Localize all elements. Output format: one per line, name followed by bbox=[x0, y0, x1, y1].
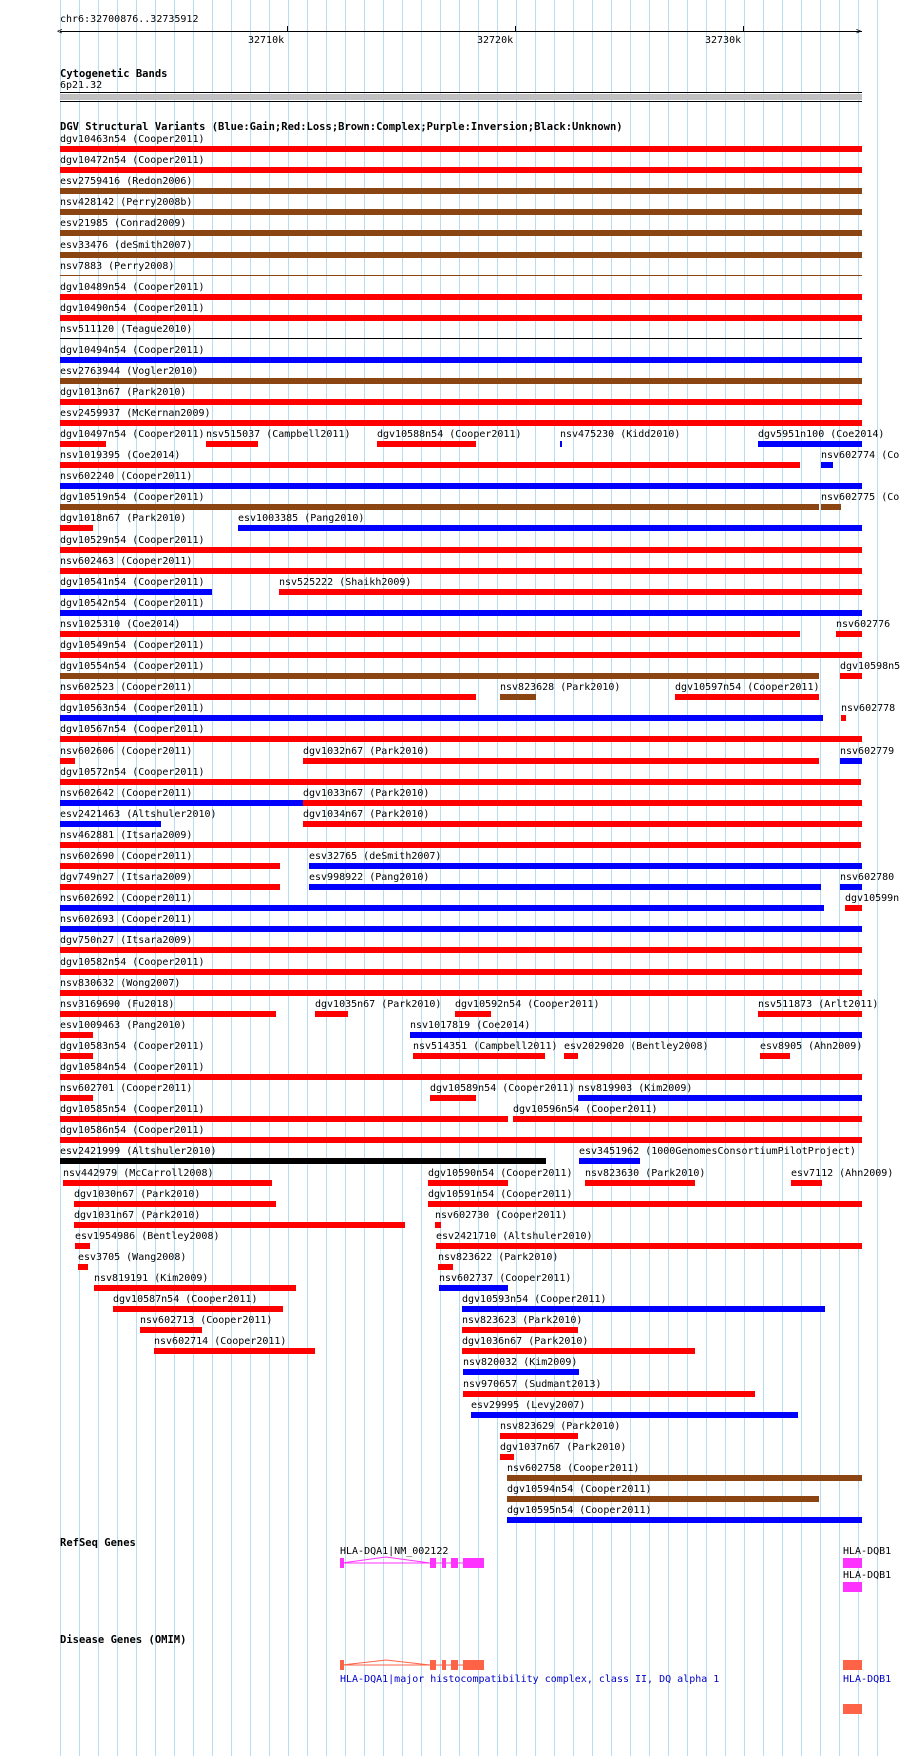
variant-label[interactable]: nsv602240 (Cooper2011) bbox=[60, 471, 193, 483]
variant-label[interactable]: esv2421463 (Altshuler2010) bbox=[60, 808, 217, 820]
variant-label[interactable]: nsv602758 (Cooper2011) bbox=[507, 1462, 640, 1474]
variant-label[interactable]: dgv10567n54 (Cooper2011) bbox=[60, 724, 205, 736]
variant-bar-gain[interactable] bbox=[60, 357, 862, 363]
variant-bar-loss[interactable] bbox=[60, 146, 862, 152]
variant-bar-loss[interactable] bbox=[430, 1095, 476, 1101]
variant-bar-loss[interactable] bbox=[500, 1433, 578, 1439]
variant-bar-loss[interactable] bbox=[60, 947, 862, 953]
variant-bar-loss[interactable] bbox=[303, 800, 862, 806]
variant-label[interactable]: nsv511120 (Teague2010) bbox=[60, 323, 193, 335]
variant-label[interactable]: dgv10596n54 (Cooper2011) bbox=[513, 1104, 658, 1116]
variant-bar-loss[interactable] bbox=[60, 294, 862, 300]
variant-label[interactable]: dgv10592n54 (Cooper2011) bbox=[455, 998, 600, 1010]
cytoband[interactable] bbox=[60, 94, 862, 100]
variant-label[interactable]: nsv823628 (Park2010) bbox=[500, 682, 621, 694]
variant-label[interactable]: dgv1031n67 (Park2010) bbox=[74, 1209, 201, 1221]
grid-line bbox=[193, 0, 194, 1756]
variant-bar-loss[interactable] bbox=[60, 990, 862, 996]
variant-label[interactable]: nsv602779 bbox=[840, 745, 895, 757]
variant-label[interactable]: dgv10549n54 (Cooper2011) bbox=[60, 640, 205, 651]
cytoband-frame-top bbox=[60, 92, 862, 93]
variant-label[interactable]: nsv602690 (Cooper2011) bbox=[60, 851, 193, 862]
variant-bar-loss[interactable] bbox=[60, 420, 862, 426]
variant-bar-loss[interactable] bbox=[60, 631, 800, 637]
variant-bar-loss[interactable] bbox=[462, 1348, 695, 1354]
variant-label[interactable]: dgv10490n54 (Cooper2011) bbox=[60, 302, 205, 314]
variant-bar-loss[interactable] bbox=[140, 1327, 202, 1333]
variant-bar-loss[interactable] bbox=[154, 1348, 315, 1354]
omim-track-title[interactable]: Disease Genes (OMIM) bbox=[60, 1634, 187, 1646]
cytoband-track-title[interactable]: Cytogenetic Bands bbox=[60, 68, 168, 80]
grid-line bbox=[440, 0, 441, 1756]
omim-gene-hla-dqb1[interactable] bbox=[843, 1704, 862, 1714]
variant-bar-gain[interactable] bbox=[507, 1517, 862, 1523]
grid-line bbox=[288, 0, 289, 1756]
variant-label[interactable]: nsv602523 (Cooper2011) bbox=[60, 682, 193, 694]
variant-bar-loss[interactable] bbox=[836, 631, 862, 637]
ruler-left-arrow: < bbox=[57, 27, 63, 37]
variant-bar-loss[interactable] bbox=[500, 1454, 514, 1460]
variant-bar-gain[interactable] bbox=[60, 715, 823, 721]
variant-label[interactable]: dgv1018n67 (Park2010) bbox=[60, 513, 187, 525]
variant-label[interactable]: dgv10563n54 (Cooper2011) bbox=[60, 703, 205, 715]
variant-bar-loss[interactable] bbox=[60, 1095, 93, 1101]
variant-label[interactable]: dgv10589n54 (Cooper2011) bbox=[430, 1083, 575, 1095]
grid-line bbox=[725, 0, 726, 1756]
variant-label[interactable]: nsv428142 (Perry2008b) bbox=[60, 197, 193, 209]
variant-label[interactable]: esv1009463 (Pang2010) bbox=[60, 1019, 187, 1031]
variant-label[interactable]: nsv602775 (Co bbox=[821, 492, 900, 504]
grid-line bbox=[687, 0, 688, 1756]
grid-line bbox=[497, 0, 498, 1756]
grid-line bbox=[801, 0, 802, 1756]
variant-bar-loss[interactable] bbox=[60, 525, 93, 531]
variant-label[interactable]: dgv10497n54 (Cooper2011) bbox=[60, 429, 205, 440]
variant-label[interactable]: dgv1034n67 (Park2010) bbox=[303, 808, 430, 820]
variant-bar-gain[interactable] bbox=[60, 926, 862, 932]
variant-label[interactable]: nsv442979 (McCarroll2008) bbox=[63, 1167, 214, 1179]
variant-bar-gain[interactable] bbox=[463, 1369, 579, 1375]
variant-bar-gain[interactable] bbox=[560, 441, 562, 447]
variant-bar-gain[interactable] bbox=[60, 589, 212, 595]
variant-bar-loss[interactable] bbox=[60, 441, 106, 447]
variant-bar-loss[interactable] bbox=[377, 441, 476, 447]
variant-bar-loss[interactable] bbox=[60, 758, 75, 764]
refseq-track-title[interactable]: RefSeq Genes bbox=[60, 1537, 136, 1549]
variant-label[interactable]: esv33476 (deSmith2007) bbox=[60, 239, 193, 251]
variant-label[interactable]: dgv10582n54 (Cooper2011) bbox=[60, 956, 205, 968]
variant-label[interactable]: dgv10599n bbox=[845, 893, 900, 905]
variant-label[interactable]: esv1954986 (Bentley2008) bbox=[75, 1230, 220, 1242]
variant-label[interactable]: dgv10583n54 (Cooper2011) bbox=[60, 1040, 205, 1052]
variant-label[interactable]: nsv1019395 (Coe2014) bbox=[60, 450, 181, 462]
variant-label[interactable]: esv2421710 (Altshuler2010) bbox=[436, 1230, 593, 1242]
variant-bar-loss[interactable] bbox=[279, 589, 862, 595]
omim-gene-hla-dqb1[interactable] bbox=[843, 1660, 862, 1670]
variant-bar-gain[interactable] bbox=[471, 1412, 798, 1418]
variant-bar-gain[interactable] bbox=[840, 884, 862, 890]
variant-label[interactable]: dgv10529n54 (Cooper2011) bbox=[60, 534, 205, 546]
variant-label[interactable]: nsv602701 (Cooper2011) bbox=[60, 1083, 193, 1095]
variant-bar-loss[interactable] bbox=[113, 1306, 283, 1312]
variant-bar-gain[interactable] bbox=[309, 884, 821, 890]
variant-bar-loss[interactable] bbox=[60, 694, 476, 700]
variant-label[interactable]: dgv10472n54 (Cooper2011) bbox=[60, 155, 205, 167]
variant-bar-loss[interactable] bbox=[845, 905, 862, 911]
omim-gene-label[interactable]: HLA-DQB1 bbox=[843, 1674, 892, 1685]
variant-label[interactable]: dgv10541n54 (Cooper2011) bbox=[60, 576, 205, 588]
variant-bar-loss[interactable] bbox=[303, 758, 819, 764]
variant-bar-loss[interactable] bbox=[455, 1011, 491, 1017]
variant-label[interactable]: dgv10519n54 (Cooper2011) bbox=[60, 492, 205, 504]
variant-bar-complex[interactable] bbox=[500, 694, 536, 700]
grid-line bbox=[820, 0, 821, 1756]
dgv-track-title[interactable]: DGV Structural Variants (Blue:Gain;Red:Loss;Brown:Complex;Purple:Inversion;Black:Unknown) bbox=[60, 121, 623, 133]
grid-line bbox=[231, 0, 232, 1756]
variant-label[interactable]: esv32765 (deSmith2007) bbox=[309, 851, 442, 862]
variant-label[interactable]: dgv10598n5 bbox=[840, 661, 900, 673]
ruler-tick bbox=[515, 26, 516, 32]
variant-bar-gain[interactable] bbox=[60, 610, 862, 616]
variant-label[interactable]: nsv602713 (Cooper2011) bbox=[140, 1315, 273, 1327]
variant-label[interactable]: nsv823622 (Park2010) bbox=[438, 1251, 559, 1263]
ruler-right-arrow: > bbox=[856, 27, 862, 37]
variant-bar-loss[interactable] bbox=[60, 1032, 93, 1038]
variant-label[interactable]: nsv823630 (Park2010) bbox=[585, 1167, 706, 1179]
variant-label[interactable]: dgv10593n54 (Cooper2011) bbox=[462, 1294, 607, 1306]
variant-label[interactable]: esv1003385 (Pang2010) bbox=[238, 513, 365, 525]
ruler-tick-label: 32720k bbox=[477, 35, 514, 46]
variant-bar-loss[interactable] bbox=[463, 1391, 755, 1397]
variant-label[interactable]: nsv525222 (Shaikh2009) bbox=[279, 576, 412, 588]
variant-bar-loss[interactable] bbox=[60, 969, 862, 975]
variant-label[interactable]: nsv602737 (Cooper2011) bbox=[439, 1273, 572, 1284]
refseq-gene-label[interactable]: HLA-DQB1 bbox=[843, 1546, 892, 1557]
variant-bar-loss[interactable] bbox=[436, 1243, 862, 1249]
variant-bar-gain[interactable] bbox=[579, 1158, 640, 1164]
variant-label[interactable]: nsv462881 (Itsara2009) bbox=[60, 829, 193, 841]
variant-label[interactable]: dgv10585n54 (Cooper2011) bbox=[60, 1104, 205, 1116]
variant-label[interactable]: nsv602642 (Cooper2011) bbox=[60, 787, 193, 799]
variant-bar-loss[interactable] bbox=[60, 652, 862, 658]
variant-bar-loss[interactable] bbox=[60, 462, 800, 468]
omim-gene-label[interactable]: HLA-DQA1|major histocompatibility complex, class II, DQ alpha 1 bbox=[340, 1674, 720, 1685]
variant-bar-complex[interactable] bbox=[60, 209, 862, 215]
grid-line bbox=[250, 0, 251, 1756]
variant-label[interactable]: nsv602776 bbox=[836, 618, 891, 630]
variant-label[interactable]: nsv602693 (Cooper2011) bbox=[60, 914, 193, 926]
variant-label[interactable]: dgv5951n100 (Coe2014) bbox=[758, 429, 885, 440]
grid-line bbox=[459, 0, 460, 1756]
variant-label[interactable]: esv21985 (Conrad2009) bbox=[60, 218, 187, 230]
variant-label[interactable]: nsv602606 (Cooper2011) bbox=[60, 745, 193, 757]
ruler-tick bbox=[287, 26, 288, 32]
variant-label[interactable]: esv998922 (Pang2010) bbox=[309, 872, 430, 884]
cytoband-frame-bottom bbox=[60, 101, 862, 102]
variant-bar-loss[interactable] bbox=[75, 1243, 90, 1249]
grid-line bbox=[706, 0, 707, 1756]
variant-bar-loss[interactable] bbox=[462, 1327, 578, 1333]
variant-label[interactable]: nsv819903 (Kim2009) bbox=[578, 1083, 693, 1095]
variant-label[interactable]: dgv10584n54 (Cooper2011) bbox=[60, 1062, 205, 1073]
variant-label[interactable]: esv2421999 (Altshuler2010) bbox=[60, 1146, 217, 1158]
variant-bar-loss[interactable] bbox=[74, 1201, 276, 1207]
variant-label[interactable]: esv2459937 (McKernan2009) bbox=[60, 408, 211, 420]
grid-line bbox=[668, 0, 669, 1756]
variant-bar-complex[interactable] bbox=[60, 378, 862, 384]
ruler-tick bbox=[743, 26, 744, 32]
variant-bar-loss[interactable] bbox=[60, 399, 862, 405]
variant-bar-complex[interactable] bbox=[821, 504, 841, 510]
variant-bar-unknown[interactable] bbox=[60, 338, 862, 339]
variant-bar-gain[interactable] bbox=[439, 1285, 508, 1291]
refseq-gene-label[interactable]: HLA-DQA1|NM_002122 bbox=[340, 1546, 449, 1557]
variant-bar-gain[interactable] bbox=[758, 441, 862, 447]
refseq-gene-hla-dqb1[interactable] bbox=[843, 1582, 862, 1592]
variant-label[interactable]: nsv514351 (Campbell2011) bbox=[413, 1040, 558, 1052]
ruler-tick-label: 32730k bbox=[705, 35, 742, 46]
variant-label[interactable]: esv3705 (Wang2008) bbox=[78, 1251, 187, 1263]
variant-bar-complex[interactable] bbox=[507, 1475, 862, 1481]
variant-label[interactable]: nsv602774 (Co bbox=[821, 450, 900, 462]
variant-bar-loss[interactable] bbox=[74, 1222, 405, 1228]
variant-bar-loss[interactable] bbox=[60, 1053, 93, 1059]
variant-bar-complex[interactable] bbox=[60, 673, 819, 679]
variant-label[interactable]: dgv1030n67 (Park2010) bbox=[74, 1188, 201, 1200]
variant-bar-loss[interactable] bbox=[438, 1264, 453, 1270]
variant-bar-gain[interactable] bbox=[60, 821, 161, 827]
variant-bar-complex[interactable] bbox=[507, 1496, 819, 1502]
variant-bar-complex[interactable] bbox=[60, 504, 819, 510]
variant-bar-loss[interactable] bbox=[303, 821, 862, 827]
variant-label[interactable]: esv2763944 (Vogler2010) bbox=[60, 366, 199, 378]
variant-bar-complex[interactable] bbox=[60, 275, 862, 276]
variant-bar-loss[interactable] bbox=[60, 568, 862, 574]
variant-bar-gain[interactable] bbox=[60, 483, 862, 489]
variant-label[interactable]: dgv10542n54 (Cooper2011) bbox=[60, 597, 205, 609]
variant-bar-loss[interactable] bbox=[428, 1180, 508, 1186]
variant-label[interactable]: dgv750n27 (Itsara2009) bbox=[60, 935, 193, 947]
variant-label[interactable]: nsv602730 (Cooper2011) bbox=[435, 1209, 568, 1221]
variant-bar-loss[interactable] bbox=[60, 1137, 862, 1143]
variant-bar-gain[interactable] bbox=[410, 1032, 862, 1038]
variant-bar-loss[interactable] bbox=[63, 1180, 272, 1186]
variant-bar-loss[interactable] bbox=[840, 673, 862, 679]
variant-bar-gain[interactable] bbox=[578, 1095, 862, 1101]
variant-bar-loss[interactable] bbox=[585, 1180, 695, 1186]
variant-label[interactable]: nsv515037 (Campbell2011) bbox=[206, 429, 351, 440]
variant-label[interactable]: dgv10554n54 (Cooper2011) bbox=[60, 661, 205, 673]
variant-bar-gain[interactable] bbox=[462, 1306, 825, 1312]
variant-bar-loss[interactable] bbox=[60, 547, 862, 553]
variant-label[interactable]: esv2759416 (Redon2006) bbox=[60, 176, 193, 188]
variant-label[interactable]: nsv819191 (Kim2009) bbox=[94, 1273, 209, 1284]
variant-bar-loss[interactable] bbox=[413, 1053, 545, 1059]
variant-label[interactable]: esv7112 (Ahn2009) bbox=[791, 1167, 894, 1179]
grid-line bbox=[763, 0, 764, 1756]
variant-label[interactable]: dgv10595n54 (Cooper2011) bbox=[507, 1505, 652, 1517]
grid-line bbox=[269, 0, 270, 1756]
variant-label[interactable]: nsv7883 (Perry2008) bbox=[60, 260, 175, 272]
variant-label[interactable]: dgv10586n54 (Cooper2011) bbox=[60, 1125, 205, 1137]
variant-bar-gain[interactable] bbox=[238, 525, 862, 531]
variant-label[interactable]: esv8905 (Ahn2009) bbox=[760, 1040, 863, 1052]
grid-line bbox=[478, 0, 479, 1756]
grid-line bbox=[744, 0, 745, 1756]
variant-label[interactable]: nsv820032 (Kim2009) bbox=[463, 1357, 578, 1369]
refseq-gene-hla-dqb1[interactable] bbox=[843, 1558, 862, 1568]
variant-bar-loss[interactable] bbox=[435, 1222, 441, 1228]
variant-label[interactable]: dgv10588n54 (Cooper2011) bbox=[377, 429, 522, 440]
variant-label[interactable]: nsv602714 (Cooper2011) bbox=[154, 1336, 287, 1348]
variant-label[interactable]: nsv830632 (Wong2007) bbox=[60, 977, 181, 989]
variant-label[interactable]: dgv10597n54 (Cooper2011) bbox=[675, 682, 820, 694]
variant-label[interactable]: dgv1035n67 (Park2010) bbox=[315, 998, 442, 1010]
variant-label[interactable]: dgv1032n67 (Park2010) bbox=[303, 745, 430, 757]
variant-label[interactable]: dgv749n27 (Itsara2009) bbox=[60, 872, 193, 884]
variant-bar-unknown[interactable] bbox=[60, 1158, 546, 1164]
variant-bar-complex[interactable] bbox=[60, 188, 862, 194]
variant-label[interactable]: nsv970657 (Sudmant2013) bbox=[463, 1378, 602, 1390]
variant-bar-loss[interactable] bbox=[60, 1011, 276, 1017]
variant-label[interactable]: dgv10590n54 (Cooper2011) bbox=[428, 1167, 573, 1179]
variant-label[interactable]: dgv10587n54 (Cooper2011) bbox=[113, 1294, 258, 1306]
variant-bar-loss[interactable] bbox=[60, 1074, 862, 1080]
variant-bar-loss[interactable] bbox=[60, 1116, 508, 1122]
variant-bar-loss[interactable] bbox=[315, 1011, 348, 1017]
variant-label[interactable]: dgv10591n54 (Cooper2011) bbox=[428, 1188, 573, 1200]
variant-bar-loss[interactable] bbox=[60, 884, 280, 890]
variant-label[interactable]: nsv1025310 (Coe2014) bbox=[60, 618, 181, 630]
variant-bar-loss[interactable] bbox=[791, 1180, 822, 1186]
variant-label[interactable]: dgv10594n54 (Cooper2011) bbox=[507, 1484, 652, 1495]
variant-bar-gain[interactable] bbox=[60, 905, 824, 911]
variant-bar-loss[interactable] bbox=[206, 441, 258, 447]
variant-label[interactable]: nsv602780 bbox=[840, 872, 895, 884]
variant-label[interactable]: esv29995 (Levy2007) bbox=[471, 1399, 586, 1411]
variant-label[interactable]: nsv823629 (Park2010) bbox=[500, 1420, 621, 1432]
variant-bar-loss[interactable] bbox=[60, 842, 861, 848]
variant-label[interactable]: dgv10489n54 (Cooper2011) bbox=[60, 281, 205, 293]
variant-label[interactable]: nsv602692 (Cooper2011) bbox=[60, 893, 193, 905]
variant-label[interactable]: dgv1013n67 (Park2010) bbox=[60, 387, 187, 399]
variant-label[interactable]: nsv1017819 (Coe2014) bbox=[410, 1019, 531, 1031]
variant-bar-loss[interactable] bbox=[78, 1264, 88, 1270]
variant-label[interactable]: dgv10494n54 (Cooper2011) bbox=[60, 345, 205, 356]
variant-bar-loss[interactable] bbox=[675, 694, 819, 700]
variant-label[interactable]: nsv3169690 (Fu2018) bbox=[60, 998, 175, 1010]
variant-label[interactable]: dgv1037n67 (Park2010) bbox=[500, 1441, 627, 1453]
variant-bar-complex[interactable] bbox=[60, 252, 862, 258]
variant-label[interactable]: dgv1036n67 (Park2010) bbox=[462, 1336, 589, 1348]
variant-label[interactable]: nsv823623 (Park2010) bbox=[462, 1315, 583, 1327]
variant-label[interactable]: nsv511873 (Arlt2011) bbox=[758, 998, 879, 1010]
grid-line bbox=[782, 0, 783, 1756]
variant-label[interactable]: dgv1033n67 (Park2010) bbox=[303, 787, 430, 799]
grid-line bbox=[212, 0, 213, 1756]
variant-label[interactable]: esv3451962 (1000GenomesConsortiumPilotProject) bbox=[579, 1146, 856, 1158]
ruler-line bbox=[60, 31, 862, 32]
variant-bar-loss[interactable] bbox=[758, 1011, 862, 1017]
refseq-gene-label[interactable]: HLA-DQB1 bbox=[843, 1570, 892, 1581]
refseq-gene-hla-dqa1[interactable] bbox=[338, 1555, 488, 1571]
variant-bar-gain[interactable] bbox=[309, 863, 862, 869]
variant-bar-loss[interactable] bbox=[60, 315, 862, 321]
variant-bar-gain[interactable] bbox=[840, 758, 862, 764]
omim-gene-hla-dqa1[interactable] bbox=[338, 1657, 488, 1673]
variant-label[interactable]: nsv602463 (Cooper2011) bbox=[60, 555, 193, 567]
cytoband-label: 6p21.32 bbox=[60, 80, 103, 91]
variant-bar-loss[interactable] bbox=[60, 736, 862, 742]
variant-bar-gain[interactable] bbox=[821, 462, 833, 468]
variant-label[interactable]: dgv10463n54 (Cooper2011) bbox=[60, 134, 205, 145]
variant-label[interactable]: dgv10572n54 (Cooper2011) bbox=[60, 766, 205, 778]
variant-bar-loss[interactable] bbox=[60, 863, 280, 869]
variant-bar-loss[interactable] bbox=[513, 1116, 862, 1122]
variant-bar-loss[interactable] bbox=[60, 167, 862, 173]
variant-bar-loss[interactable] bbox=[94, 1285, 296, 1291]
ruler-position: chr6:32700876..32735912 bbox=[60, 14, 199, 25]
variant-bar-loss[interactable] bbox=[60, 779, 861, 785]
ruler-tick-label: 32710k bbox=[248, 35, 285, 46]
variant-bar-complex[interactable] bbox=[60, 230, 862, 236]
variant-bar-loss[interactable] bbox=[428, 1201, 862, 1207]
variant-label[interactable]: nsv602778 bbox=[841, 703, 896, 715]
variant-bar-loss[interactable] bbox=[841, 715, 846, 721]
variant-bar-loss[interactable] bbox=[564, 1053, 578, 1059]
variant-label[interactable]: nsv475230 (Kidd2010) bbox=[560, 429, 681, 440]
variant-label[interactable]: esv2029020 (Bentley2008) bbox=[564, 1040, 709, 1052]
grid-line bbox=[307, 0, 308, 1756]
variant-bar-loss[interactable] bbox=[760, 1053, 790, 1059]
